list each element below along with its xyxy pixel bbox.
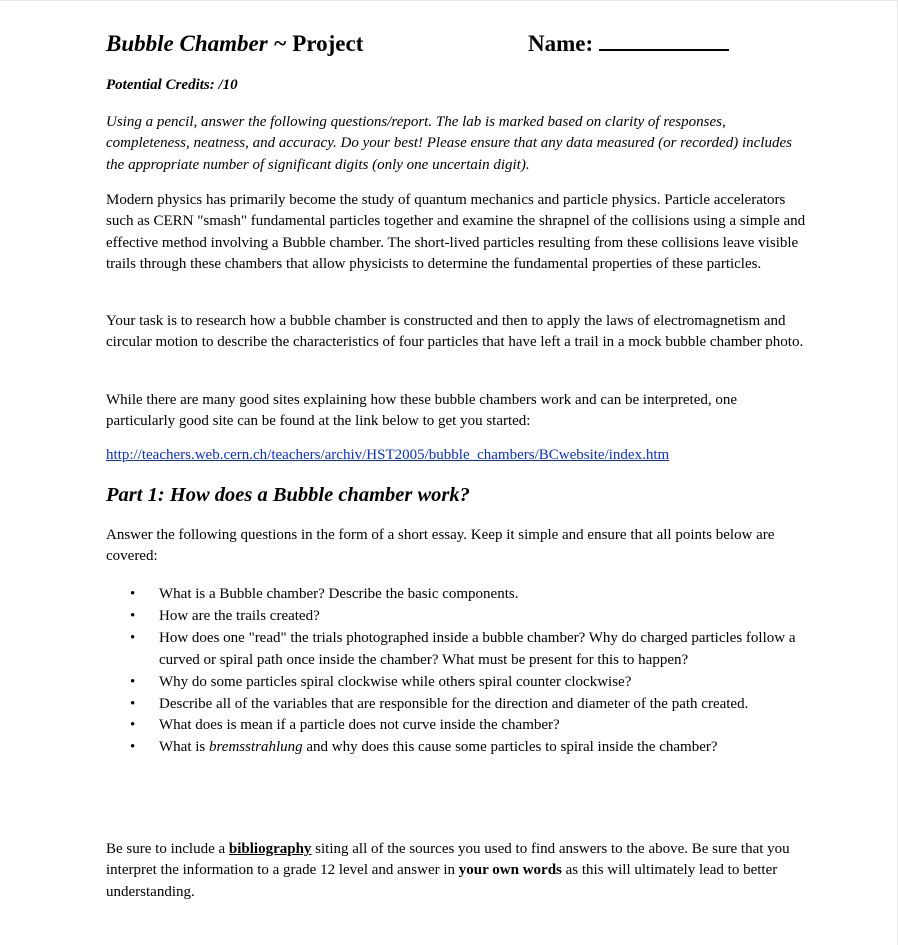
paragraph-essay-instructions: Answer the following questions in the form of a short essay. Keep it simple and ensure that all points below are covered: [106, 527, 775, 565]
title-project: Project [286, 31, 364, 56]
bullet-icon: • [130, 739, 136, 756]
paragraph-sites: While there are many good sites explaining how these bubble chambers work and can be interpreted, one particularly good site can be found at the link below to get you started: [106, 392, 738, 430]
document-title [106, 31, 363, 57]
list-item: • What is bremsstrahlung and why does this cause some particles to spiral inside the chamber? [106, 737, 806, 759]
bullet-icon: • [130, 673, 136, 690]
bibliography-term: bibliography [228, 841, 312, 857]
question-list [106, 584, 806, 759]
intro-instructions: Using a pencil, answer the following questions/report. The lab is marked based on clarity of responses, completeness, neatness, and accuracy. Do your best! Please ensure that any data measured (or recorded) includes the appropriate number of significant digits (only one uncertain digit). [106, 114, 792, 173]
bullet-icon: • [130, 695, 136, 712]
own-words-term: your own words [458, 862, 562, 879]
bullet-icon: • [130, 717, 136, 734]
name-field [528, 31, 729, 57]
part1-heading: Part 1: How does a Bubble chamber work? [106, 484, 470, 506]
list-item: • Describe all of the variables that are responsible for the direction and diameter of the path created. [106, 694, 806, 716]
list-item: • How does one "read" the trials photographed inside a bubble chamber? Why do charged particles follow a curved or spiral path once inside the chamber? What must be present for this to happen? [130, 629, 796, 668]
list-item: • Why do some particles spiral clockwise while others spiral counter clockwise? [106, 672, 806, 694]
paragraph-modern-physics: Modern physics has primarily become the study of quantum mechanics and particle physics. Particle accelerators such as CERN "smash" fundamental particles together and examine the shrapnel of the collisions using a simple and effective method involving a Bubble chamber. The short-lived particles resulting from these collisions leave visible trails through these chambers that allow physicists to determine the fundamental properties of these particles. [106, 192, 806, 272]
bullet-icon: • [130, 586, 136, 602]
bullet-icon: • [130, 629, 136, 646]
potential-credits: Potential Credits: /10 [106, 77, 238, 93]
bullet-icon: • [130, 607, 136, 624]
name-label: Name: [528, 31, 594, 56]
list-item: • What does is mean if a particle does not curve inside the chamber? [106, 715, 806, 737]
bremsstrahlung-term: bremsstrahlung [209, 739, 303, 756]
title-main: Bubble Chamber ~ [106, 31, 287, 56]
name-blank-line[interactable] [599, 31, 729, 51]
list-item: • What is a Bubble chamber? Describe the basic components. [106, 584, 806, 606]
closing-paragraph: Be sure to include a bibliography siting all of the sources you used to find answers to the above. Be sure that you interpret the information to a grade 12 level and answer in your own words as this will ultimately lead to better understanding. [106, 841, 790, 900]
cern-link[interactable]: http://teachers.web.cern.ch/teachers/archiv/HST2005/bubble_chambers/BCwebsite/index.htm [106, 447, 670, 463]
list-item: • How are the trails created? [106, 606, 806, 628]
paragraph-task: Your task is to research how a bubble chamber is constructed and then to apply the laws of electromagnetism and circular motion to describe the characteristics of four particles that have left a trail in a mock bubble chamber photo. [106, 313, 804, 351]
